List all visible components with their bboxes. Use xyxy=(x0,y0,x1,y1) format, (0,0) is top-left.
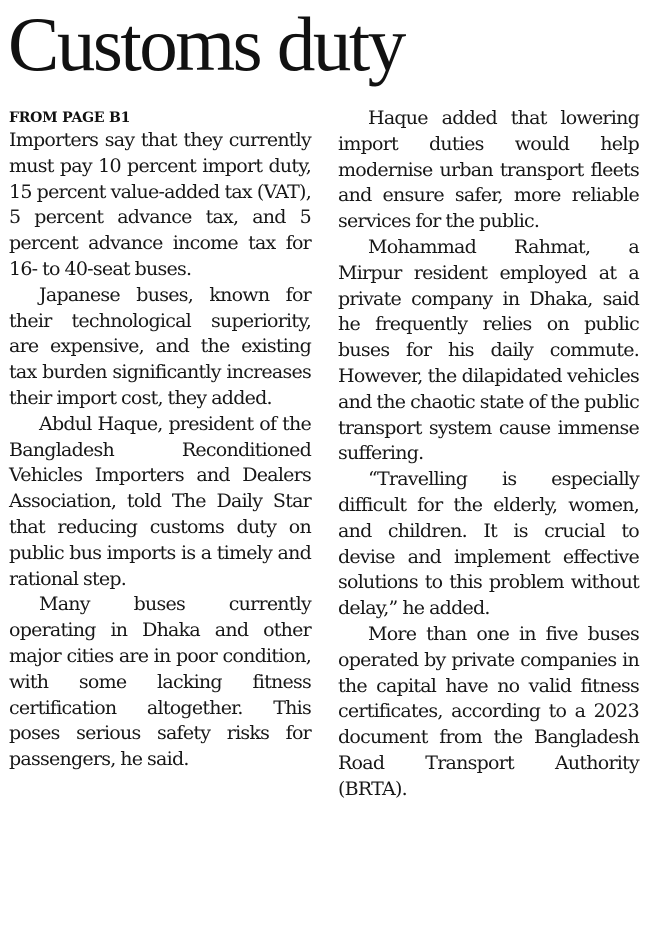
paragraph-import-taxes: Importers say that they currently must pay 10 percent import duty, 15 percent value-added tax (VAT), 5 percent advance tax, and 5 percent advance income tax for 16- to 40-seat buses. xyxy=(9,129,311,280)
paragraph-brta-data: More than one in five buses operated by private companies in the capital have no valid fitness certificates, according to a 2023 document from the Bangladesh Road Transport Authority (BRTA). xyxy=(338,622,639,800)
article-column-left xyxy=(9,108,311,773)
paragraph-modernise-fleets: Haque added that lowering import duties would help modernise urban transport fleets and ensure safer, more reliable services for the public. xyxy=(338,107,639,233)
paragraph-bus-condition: Many buses currently operating in Dhaka and other major cities are in poor condition, with some lacking fitness certification altogether. This poses serious safety risks for passengers, he said. xyxy=(9,593,311,771)
article-column-right xyxy=(338,106,639,803)
paragraph-mohammad-rahmat: Mohammad Rahmat, a Mirpur resident employed at a private company in Dhaka, said he frequently relies on public buses for his daily commute. However, the dilapidated vehicles and the chaotic state of the public transport system cause immense suffering. xyxy=(338,235,639,465)
paragraph-japanese-buses: Japanese buses, known for their technological superiority, are expensive, and the existing tax burden significantly increases their import cost, they added. xyxy=(9,283,311,409)
continuation-kicker: FROM PAGE B1 xyxy=(9,110,131,126)
paragraph-abdul-haque: Abdul Haque, president of the Bangladesh Reconditioned Vehicles Importers and Dealers Association, told The Daily Star that reducing customs duty on public bus imports is a timely and rational step. xyxy=(9,412,311,590)
headline: Customs duty xyxy=(8,1,404,87)
paragraph-quote: “Travelling is especially difficult for the elderly, women, and children. It is crucial to devise and implement effective solutions to this problem without delay,” he added. xyxy=(338,468,639,620)
